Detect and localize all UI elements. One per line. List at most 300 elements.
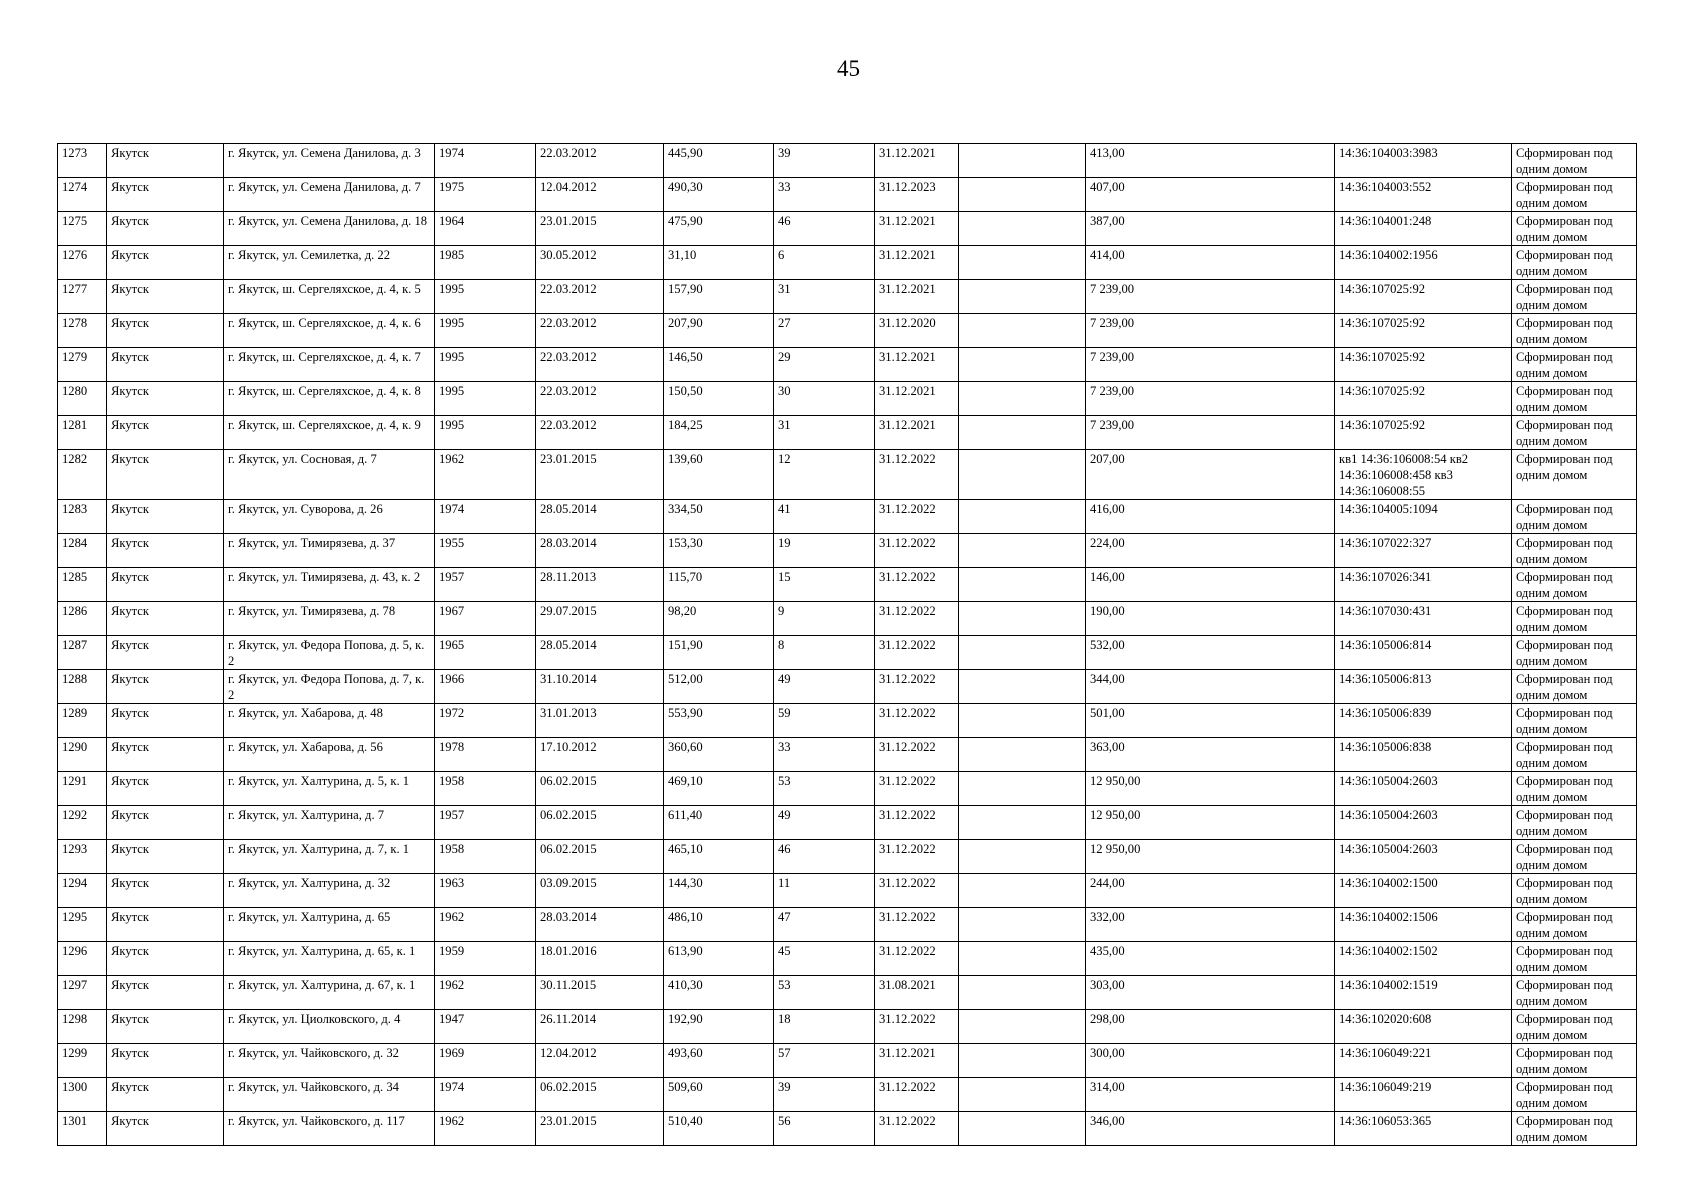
row-number-cell: 1284	[58, 534, 107, 568]
empty-cell	[959, 144, 1086, 178]
city-cell: Якутск	[107, 280, 224, 314]
city-cell: Якутск	[107, 636, 224, 670]
city-cell: Якутск	[107, 568, 224, 602]
cadastral-number-cell: 14:36:107026:341	[1335, 568, 1512, 602]
date-cell: 22.03.2012	[536, 416, 664, 450]
address-cell: г. Якутск, ул. Халтурина, д. 7	[224, 806, 435, 840]
date-cell: 31.10.2014	[536, 670, 664, 704]
deadline-cell: 31.12.2021	[875, 1044, 959, 1078]
build-year-cell: 1995	[435, 382, 536, 416]
address-cell: г. Якутск, ш. Сергеляхское, д. 4, к. 9	[224, 416, 435, 450]
deadline-cell: 31.12.2021	[875, 212, 959, 246]
cadastral-number-cell: 14:36:105006:839	[1335, 704, 1512, 738]
status-cell: Сформирован под одним домом	[1512, 1112, 1637, 1146]
cadastral-number-cell: 14:36:105006:813	[1335, 670, 1512, 704]
address-cell: г. Якутск, ул. Федора Попова, д. 5, к. 2	[224, 636, 435, 670]
land-area-cell: 207,00	[1086, 450, 1335, 500]
table-row	[58, 1044, 1637, 1078]
status-cell: Сформирован под одним домом	[1512, 772, 1637, 806]
city-cell: Якутск	[107, 840, 224, 874]
address-cell: г. Якутск, ш. Сергеляхское, д. 4, к. 7	[224, 348, 435, 382]
build-year-cell: 1995	[435, 348, 536, 382]
cadastral-number-cell: 14:36:106053:365	[1335, 1112, 1512, 1146]
deadline-cell: 31.12.2022	[875, 1112, 959, 1146]
address-cell: г. Якутск, ул. Халтурина, д. 5, к. 1	[224, 772, 435, 806]
city-cell: Якутск	[107, 908, 224, 942]
residents-cell: 12	[774, 450, 875, 500]
residents-cell: 19	[774, 534, 875, 568]
status-cell: Сформирован под одним домом	[1512, 806, 1637, 840]
cadastral-number-cell: 14:36:105004:2603	[1335, 840, 1512, 874]
deadline-cell: 31.12.2022	[875, 738, 959, 772]
table-row	[58, 874, 1637, 908]
status-cell: Сформирован под одним домом	[1512, 144, 1637, 178]
cadastral-number-cell: 14:36:104002:1502	[1335, 942, 1512, 976]
land-area-cell: 416,00	[1086, 500, 1335, 534]
empty-cell	[959, 670, 1086, 704]
table-row	[58, 416, 1637, 450]
build-year-cell: 1974	[435, 500, 536, 534]
date-cell: 22.03.2012	[536, 314, 664, 348]
table-row	[58, 942, 1637, 976]
table-row	[58, 704, 1637, 738]
area-cell: 611,40	[664, 806, 774, 840]
row-number-cell: 1283	[58, 500, 107, 534]
date-cell: 17.10.2012	[536, 738, 664, 772]
empty-cell	[959, 178, 1086, 212]
residents-cell: 39	[774, 1078, 875, 1112]
table-row	[58, 738, 1637, 772]
row-number-cell: 1273	[58, 144, 107, 178]
city-cell: Якутск	[107, 874, 224, 908]
land-area-cell: 314,00	[1086, 1078, 1335, 1112]
land-area-cell: 7 239,00	[1086, 314, 1335, 348]
address-cell: г. Якутск, ш. Сергеляхское, д. 4, к. 5	[224, 280, 435, 314]
area-cell: 157,90	[664, 280, 774, 314]
deadline-cell: 31.12.2022	[875, 806, 959, 840]
empty-cell	[959, 1010, 1086, 1044]
area-cell: 465,10	[664, 840, 774, 874]
land-area-cell: 532,00	[1086, 636, 1335, 670]
status-cell: Сформирован под одним домом	[1512, 314, 1637, 348]
status-cell: Сформирован под одним домом	[1512, 178, 1637, 212]
date-cell: 12.04.2012	[536, 178, 664, 212]
build-year-cell: 1995	[435, 280, 536, 314]
empty-cell	[959, 280, 1086, 314]
status-cell: Сформирован под одним домом	[1512, 212, 1637, 246]
build-year-cell: 1963	[435, 874, 536, 908]
row-number-cell: 1277	[58, 280, 107, 314]
row-number-cell: 1295	[58, 908, 107, 942]
status-cell: Сформирован под одним домом	[1512, 1044, 1637, 1078]
address-cell: г. Якутск, ул. Хабарова, д. 56	[224, 738, 435, 772]
row-number-cell: 1280	[58, 382, 107, 416]
table-row	[58, 450, 1637, 500]
build-year-cell: 1972	[435, 704, 536, 738]
cadastral-number-cell: 14:36:107025:92	[1335, 416, 1512, 450]
cadastral-number-cell: 14:36:104005:1094	[1335, 500, 1512, 534]
table-row	[58, 568, 1637, 602]
address-cell: г. Якутск, ул. Чайковского, д. 34	[224, 1078, 435, 1112]
area-cell: 553,90	[664, 704, 774, 738]
land-area-cell: 501,00	[1086, 704, 1335, 738]
row-number-cell: 1286	[58, 602, 107, 636]
table-row	[58, 382, 1637, 416]
cadastral-number-cell: 14:36:106049:221	[1335, 1044, 1512, 1078]
residents-cell: 6	[774, 246, 875, 280]
address-cell: г. Якутск, ул. Семена Данилова, д. 7	[224, 178, 435, 212]
empty-cell	[959, 382, 1086, 416]
cadastral-number-cell: 14:36:104002:1500	[1335, 874, 1512, 908]
table-row	[58, 840, 1637, 874]
table-row	[58, 636, 1637, 670]
city-cell: Якутск	[107, 976, 224, 1010]
city-cell: Якутск	[107, 178, 224, 212]
residents-cell: 33	[774, 738, 875, 772]
deadline-cell: 31.12.2022	[875, 704, 959, 738]
area-cell: 613,90	[664, 942, 774, 976]
date-cell: 06.02.2015	[536, 1078, 664, 1112]
land-area-cell: 146,00	[1086, 568, 1335, 602]
build-year-cell: 1958	[435, 772, 536, 806]
area-cell: 146,50	[664, 348, 774, 382]
land-area-cell: 7 239,00	[1086, 280, 1335, 314]
cadastral-number-cell: 14:36:104002:1519	[1335, 976, 1512, 1010]
deadline-cell: 31.12.2022	[875, 772, 959, 806]
date-cell: 22.03.2012	[536, 382, 664, 416]
row-number-cell: 1290	[58, 738, 107, 772]
row-number-cell: 1276	[58, 246, 107, 280]
area-cell: 31,10	[664, 246, 774, 280]
cadastral-number-cell: 14:36:107025:92	[1335, 280, 1512, 314]
deadline-cell: 31.12.2022	[875, 942, 959, 976]
residents-cell: 57	[774, 1044, 875, 1078]
land-area-cell: 12 950,00	[1086, 772, 1335, 806]
address-cell: г. Якутск, ш. Сергеляхское, д. 4, к. 8	[224, 382, 435, 416]
city-cell: Якутск	[107, 1112, 224, 1146]
status-cell: Сформирован под одним домом	[1512, 348, 1637, 382]
row-number-cell: 1279	[58, 348, 107, 382]
cadastral-number-cell: 14:36:105006:838	[1335, 738, 1512, 772]
row-number-cell: 1300	[58, 1078, 107, 1112]
deadline-cell: 31.12.2021	[875, 280, 959, 314]
area-cell: 512,00	[664, 670, 774, 704]
empty-cell	[959, 840, 1086, 874]
address-cell: г. Якутск, ул. Хабарова, д. 48	[224, 704, 435, 738]
city-cell: Якутск	[107, 212, 224, 246]
status-cell: Сформирован под одним домом	[1512, 704, 1637, 738]
area-cell: 153,30	[664, 534, 774, 568]
build-year-cell: 1955	[435, 534, 536, 568]
deadline-cell: 31.12.2022	[875, 1010, 959, 1044]
address-cell: г. Якутск, ул. Тимирязева, д. 37	[224, 534, 435, 568]
area-cell: 445,90	[664, 144, 774, 178]
area-cell: 334,50	[664, 500, 774, 534]
status-cell: Сформирован под одним домом	[1512, 280, 1637, 314]
residents-cell: 41	[774, 500, 875, 534]
cadastral-number-cell: 14:36:104003:552	[1335, 178, 1512, 212]
city-cell: Якутск	[107, 144, 224, 178]
empty-cell	[959, 602, 1086, 636]
empty-cell	[959, 314, 1086, 348]
empty-cell	[959, 1078, 1086, 1112]
land-area-cell: 407,00	[1086, 178, 1335, 212]
status-cell: Сформирован под одним домом	[1512, 500, 1637, 534]
address-cell: г. Якутск, ул. Чайковского, д. 32	[224, 1044, 435, 1078]
table-row	[58, 772, 1637, 806]
deadline-cell: 31.12.2022	[875, 450, 959, 500]
city-cell: Якутск	[107, 942, 224, 976]
table-row	[58, 246, 1637, 280]
cadastral-number-cell: 14:36:106049:219	[1335, 1078, 1512, 1112]
cadastral-number-cell: 14:36:102020:608	[1335, 1010, 1512, 1044]
city-cell: Якутск	[107, 500, 224, 534]
build-year-cell: 1947	[435, 1010, 536, 1044]
address-cell: г. Якутск, ул. Халтурина, д. 7, к. 1	[224, 840, 435, 874]
city-cell: Якутск	[107, 738, 224, 772]
row-number-cell: 1289	[58, 704, 107, 738]
table-row	[58, 602, 1637, 636]
city-cell: Якутск	[107, 772, 224, 806]
address-cell: г. Якутск, ул. Халтурина, д. 32	[224, 874, 435, 908]
status-cell: Сформирован под одним домом	[1512, 840, 1637, 874]
table-row	[58, 212, 1637, 246]
build-year-cell: 1967	[435, 602, 536, 636]
table-row	[58, 178, 1637, 212]
land-area-cell: 346,00	[1086, 1112, 1335, 1146]
residents-cell: 53	[774, 772, 875, 806]
address-cell: г. Якутск, ул. Семена Данилова, д. 3	[224, 144, 435, 178]
city-cell: Якутск	[107, 450, 224, 500]
deadline-cell: 31.12.2022	[875, 534, 959, 568]
area-cell: 150,50	[664, 382, 774, 416]
city-cell: Якутск	[107, 246, 224, 280]
address-cell: г. Якутск, ул. Суворова, д. 26	[224, 500, 435, 534]
area-cell: 486,10	[664, 908, 774, 942]
land-area-cell: 435,00	[1086, 942, 1335, 976]
status-cell: Сформирован под одним домом	[1512, 1010, 1637, 1044]
residents-cell: 11	[774, 874, 875, 908]
land-area-cell: 414,00	[1086, 246, 1335, 280]
area-cell: 469,10	[664, 772, 774, 806]
empty-cell	[959, 942, 1086, 976]
table-row	[58, 908, 1637, 942]
residents-cell: 27	[774, 314, 875, 348]
area-cell: 510,40	[664, 1112, 774, 1146]
status-cell: Сформирован под одним домом	[1512, 246, 1637, 280]
build-year-cell: 1957	[435, 568, 536, 602]
cadastral-number-cell: 14:36:105004:2603	[1335, 806, 1512, 840]
row-number-cell: 1291	[58, 772, 107, 806]
empty-cell	[959, 568, 1086, 602]
date-cell: 18.01.2016	[536, 942, 664, 976]
cadastral-number-cell: 14:36:107025:92	[1335, 382, 1512, 416]
empty-cell	[959, 908, 1086, 942]
cadastral-number-cell: 14:36:107022:327	[1335, 534, 1512, 568]
date-cell: 06.02.2015	[536, 840, 664, 874]
status-cell: Сформирован под одним домом	[1512, 908, 1637, 942]
empty-cell	[959, 704, 1086, 738]
land-area-cell: 344,00	[1086, 670, 1335, 704]
cadastral-number-cell: 14:36:107030:431	[1335, 602, 1512, 636]
empty-cell	[959, 1112, 1086, 1146]
deadline-cell: 31.12.2022	[875, 908, 959, 942]
housing-registry-table	[57, 143, 1637, 1146]
land-area-cell: 300,00	[1086, 1044, 1335, 1078]
build-year-cell: 1974	[435, 144, 536, 178]
empty-cell	[959, 976, 1086, 1010]
row-number-cell: 1275	[58, 212, 107, 246]
table-row	[58, 1010, 1637, 1044]
empty-cell	[959, 772, 1086, 806]
deadline-cell: 31.12.2022	[875, 1078, 959, 1112]
build-year-cell: 1974	[435, 1078, 536, 1112]
cadastral-number-cell: 14:36:104003:3983	[1335, 144, 1512, 178]
date-cell: 30.11.2015	[536, 976, 664, 1010]
status-cell: Сформирован под одним домом	[1512, 942, 1637, 976]
address-cell: г. Якутск, ул. Халтурина, д. 65	[224, 908, 435, 942]
residents-cell: 15	[774, 568, 875, 602]
table-body	[58, 144, 1637, 1146]
empty-cell	[959, 450, 1086, 500]
land-area-cell: 7 239,00	[1086, 382, 1335, 416]
table-row	[58, 806, 1637, 840]
build-year-cell: 1962	[435, 450, 536, 500]
status-cell: Сформирован под одним домом	[1512, 874, 1637, 908]
table-row	[58, 534, 1637, 568]
table-row	[58, 280, 1637, 314]
residents-cell: 49	[774, 670, 875, 704]
area-cell: 509,60	[664, 1078, 774, 1112]
address-cell: г. Якутск, ул. Халтурина, д. 67, к. 1	[224, 976, 435, 1010]
date-cell: 28.05.2014	[536, 500, 664, 534]
residents-cell: 39	[774, 144, 875, 178]
land-area-cell: 12 950,00	[1086, 840, 1335, 874]
date-cell: 26.11.2014	[536, 1010, 664, 1044]
address-cell: г. Якутск, ул. Тимирязева, д. 43, к. 2	[224, 568, 435, 602]
address-cell: г. Якутск, ул. Семена Данилова, д. 18	[224, 212, 435, 246]
residents-cell: 56	[774, 1112, 875, 1146]
row-number-cell: 1297	[58, 976, 107, 1010]
deadline-cell: 31.12.2023	[875, 178, 959, 212]
build-year-cell: 1964	[435, 212, 536, 246]
city-cell: Якутск	[107, 534, 224, 568]
table-row	[58, 348, 1637, 382]
status-cell: Сформирован под одним домом	[1512, 450, 1637, 500]
row-number-cell: 1298	[58, 1010, 107, 1044]
row-number-cell: 1293	[58, 840, 107, 874]
status-cell: Сформирован под одним домом	[1512, 382, 1637, 416]
table-row	[58, 1112, 1637, 1146]
city-cell: Якутск	[107, 382, 224, 416]
date-cell: 23.01.2015	[536, 1112, 664, 1146]
date-cell: 30.05.2012	[536, 246, 664, 280]
status-cell: Сформирован под одним домом	[1512, 568, 1637, 602]
area-cell: 493,60	[664, 1044, 774, 1078]
land-area-cell: 363,00	[1086, 738, 1335, 772]
city-cell: Якутск	[107, 1010, 224, 1044]
date-cell: 22.03.2012	[536, 144, 664, 178]
residents-cell: 9	[774, 602, 875, 636]
date-cell: 06.02.2015	[536, 806, 664, 840]
empty-cell	[959, 738, 1086, 772]
status-cell: Сформирован под одним домом	[1512, 1078, 1637, 1112]
address-cell: г. Якутск, ул. Чайковского, д. 117	[224, 1112, 435, 1146]
build-year-cell: 1985	[435, 246, 536, 280]
deadline-cell: 31.08.2021	[875, 976, 959, 1010]
land-area-cell: 7 239,00	[1086, 416, 1335, 450]
build-year-cell: 1958	[435, 840, 536, 874]
cadastral-number-cell: 14:36:104002:1956	[1335, 246, 1512, 280]
land-area-cell: 244,00	[1086, 874, 1335, 908]
residents-cell: 59	[774, 704, 875, 738]
date-cell: 29.07.2015	[536, 602, 664, 636]
row-number-cell: 1285	[58, 568, 107, 602]
deadline-cell: 31.12.2022	[875, 670, 959, 704]
status-cell: Сформирован под одним домом	[1512, 976, 1637, 1010]
page-number: 45	[837, 56, 860, 81]
empty-cell	[959, 416, 1086, 450]
residents-cell: 45	[774, 942, 875, 976]
deadline-cell: 31.12.2022	[875, 500, 959, 534]
residents-cell: 31	[774, 416, 875, 450]
status-cell: Сформирован под одним домом	[1512, 636, 1637, 670]
date-cell: 22.03.2012	[536, 348, 664, 382]
land-area-cell: 190,00	[1086, 602, 1335, 636]
table-row	[58, 1078, 1637, 1112]
area-cell: 144,30	[664, 874, 774, 908]
address-cell: г. Якутск, ул. Сосновая, д. 7	[224, 450, 435, 500]
deadline-cell: 31.12.2022	[875, 568, 959, 602]
city-cell: Якутск	[107, 1044, 224, 1078]
empty-cell	[959, 500, 1086, 534]
residents-cell: 47	[774, 908, 875, 942]
residents-cell: 29	[774, 348, 875, 382]
deadline-cell: 31.12.2021	[875, 348, 959, 382]
area-cell: 410,30	[664, 976, 774, 1010]
table-row	[58, 314, 1637, 348]
residents-cell: 49	[774, 806, 875, 840]
city-cell: Якутск	[107, 1078, 224, 1112]
empty-cell	[959, 348, 1086, 382]
date-cell: 06.02.2015	[536, 772, 664, 806]
build-year-cell: 1959	[435, 942, 536, 976]
residents-cell: 8	[774, 636, 875, 670]
land-area-cell: 387,00	[1086, 212, 1335, 246]
empty-cell	[959, 212, 1086, 246]
row-number-cell: 1287	[58, 636, 107, 670]
date-cell: 28.03.2014	[536, 908, 664, 942]
deadline-cell: 31.12.2022	[875, 874, 959, 908]
date-cell: 23.01.2015	[536, 450, 664, 500]
row-number-cell: 1296	[58, 942, 107, 976]
deadline-cell: 31.12.2021	[875, 416, 959, 450]
date-cell: 22.03.2012	[536, 280, 664, 314]
table-row	[58, 500, 1637, 534]
cadastral-number-cell: 14:36:105004:2603	[1335, 772, 1512, 806]
row-number-cell: 1299	[58, 1044, 107, 1078]
table-row	[58, 670, 1637, 704]
status-cell: Сформирован под одним домом	[1512, 670, 1637, 704]
empty-cell	[959, 874, 1086, 908]
address-cell: г. Якутск, ул. Семилетка, д. 22	[224, 246, 435, 280]
city-cell: Якутск	[107, 704, 224, 738]
cadastral-number-cell: 14:36:104002:1506	[1335, 908, 1512, 942]
area-cell: 360,60	[664, 738, 774, 772]
row-number-cell: 1292	[58, 806, 107, 840]
area-cell: 490,30	[664, 178, 774, 212]
area-cell: 151,90	[664, 636, 774, 670]
